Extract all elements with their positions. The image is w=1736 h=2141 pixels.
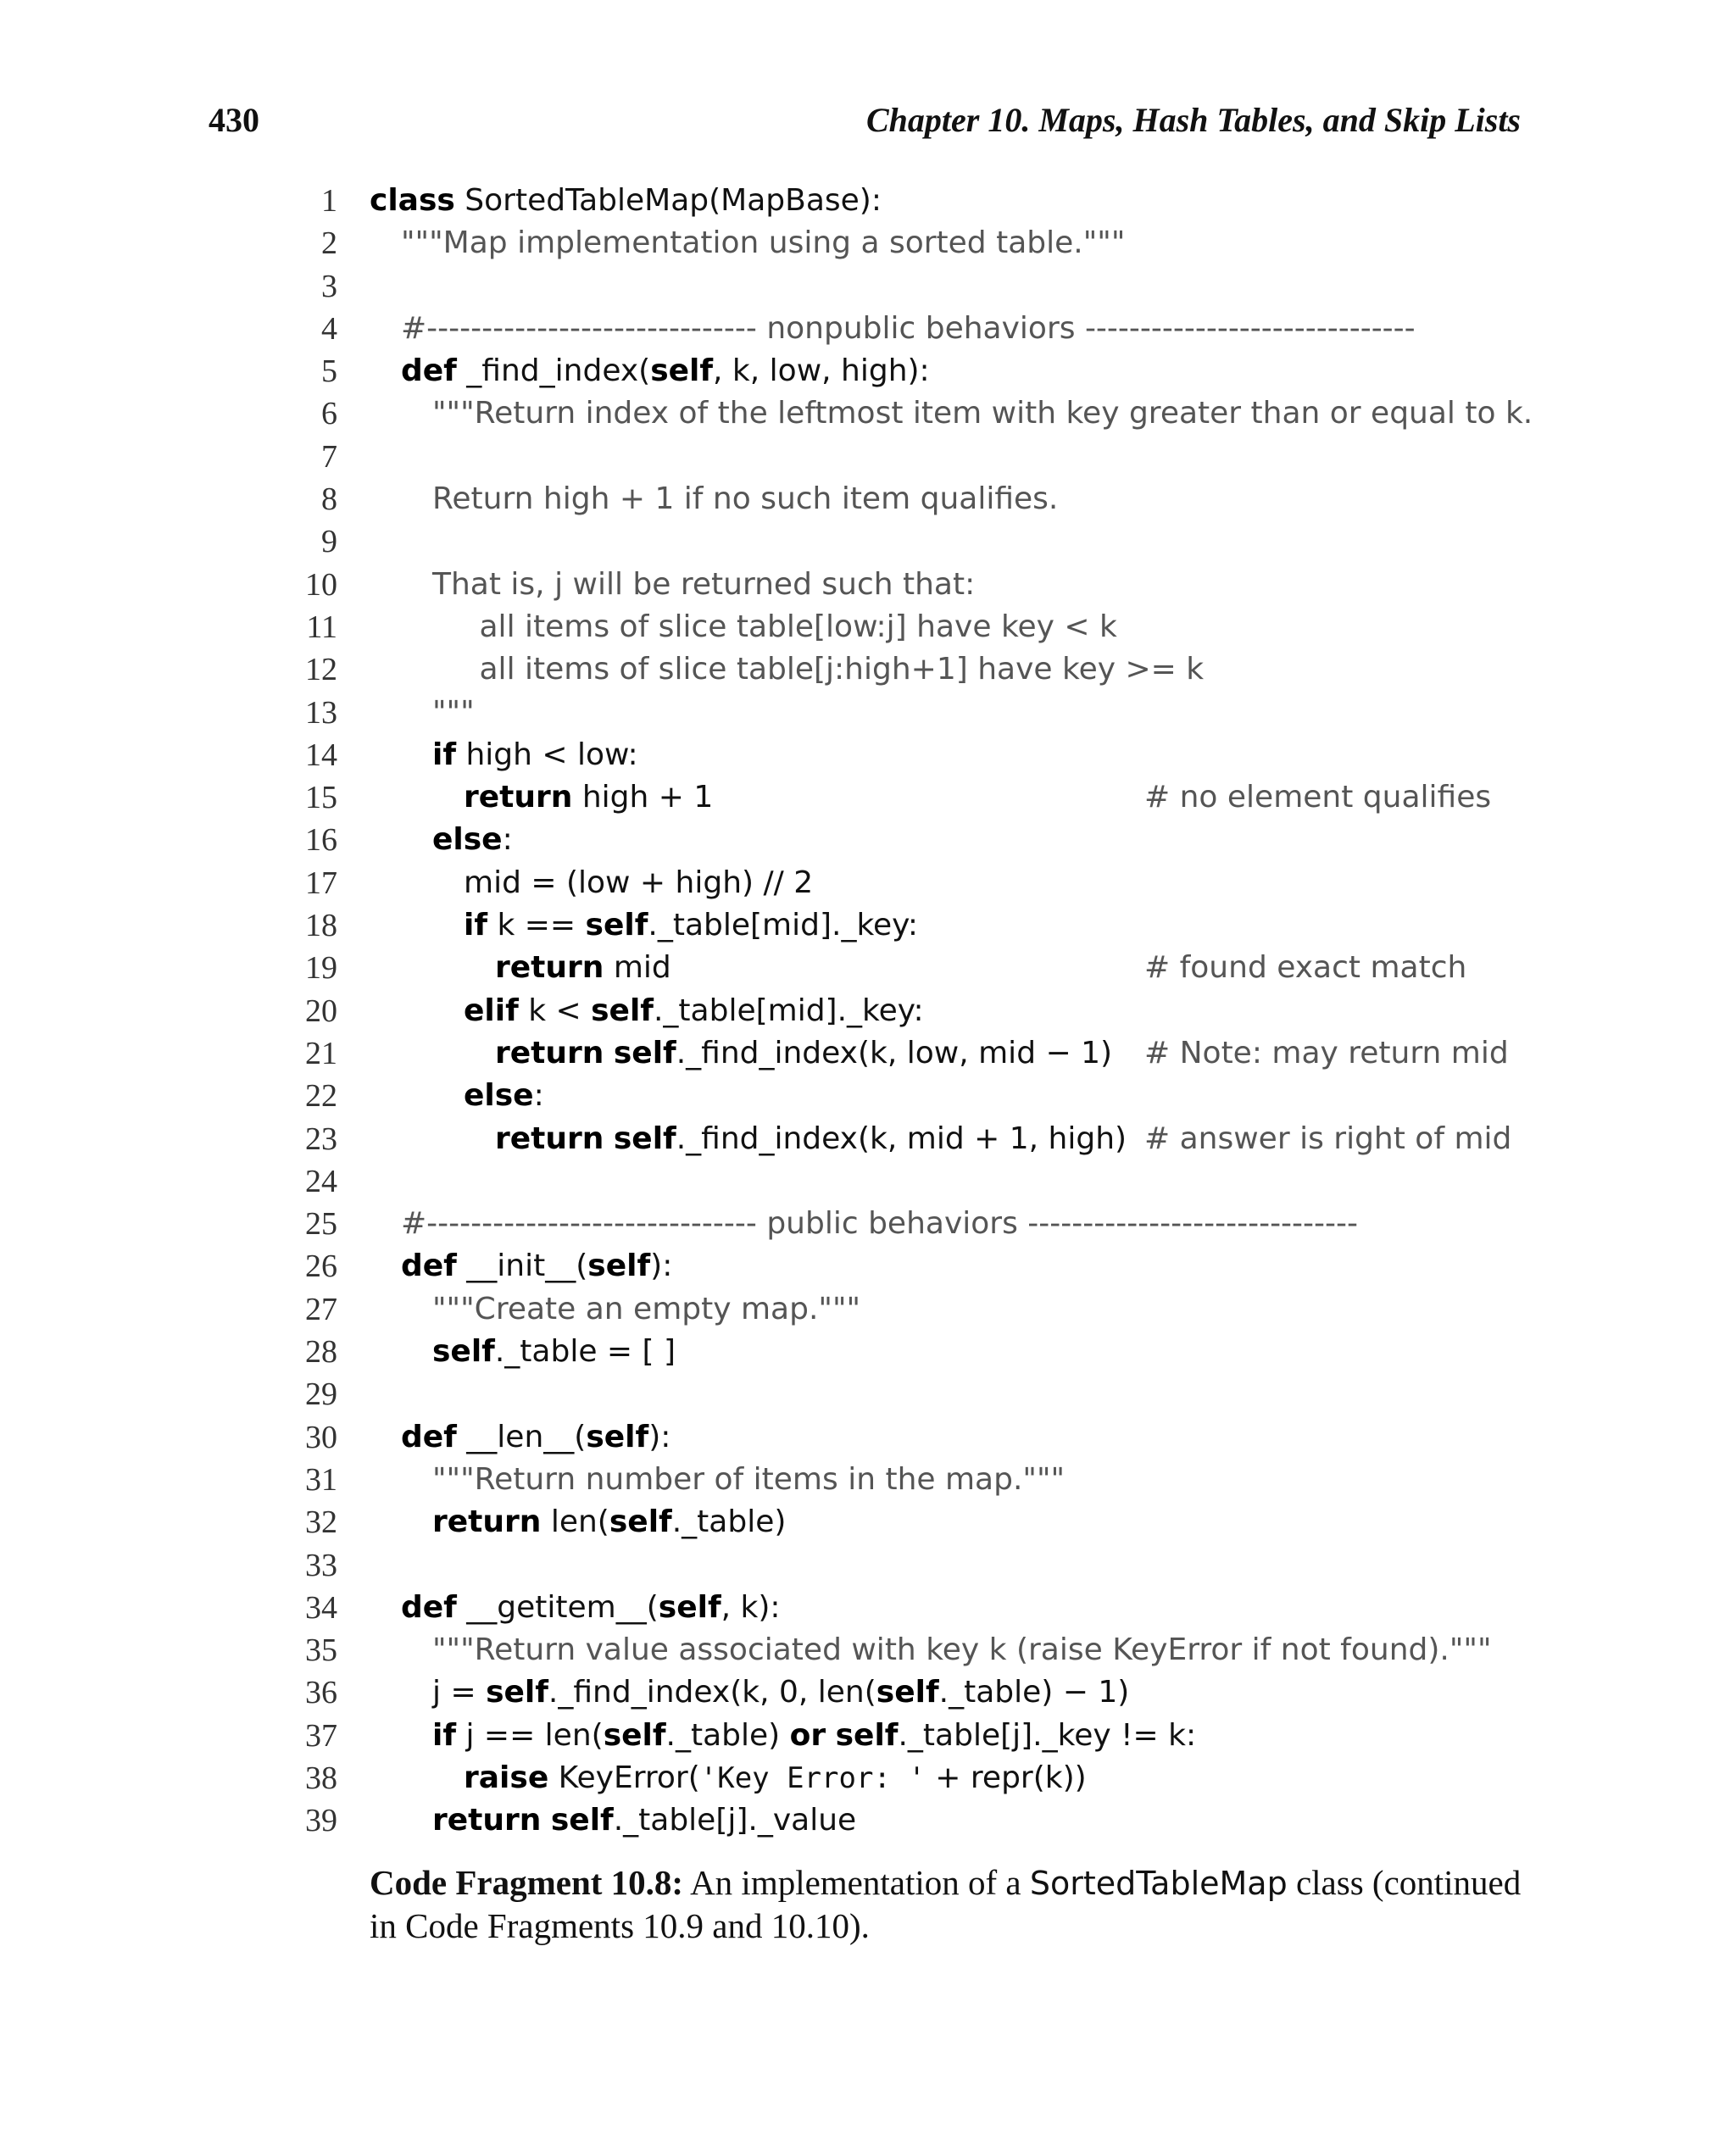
code-keyword: self bbox=[876, 1675, 939, 1710]
code-text bbox=[432, 1459, 1065, 1501]
line-number: 11 bbox=[306, 609, 337, 645]
code-token: ._find_index(k, low, mid − 1) bbox=[676, 1035, 1113, 1070]
code-comment: # Note: may return mid bbox=[1144, 1035, 1509, 1070]
line-number: 30 bbox=[305, 1419, 337, 1455]
code-docstring: """Return index of the leftmost item with key greater than or equal to k. bbox=[432, 396, 1533, 431]
code-line bbox=[0, 1373, 1736, 1415]
code-line bbox=[0, 1544, 1736, 1587]
code-token bbox=[826, 1718, 835, 1753]
code-listing bbox=[0, 180, 1736, 1843]
line-number: 18 bbox=[305, 908, 337, 944]
code-token: __len__( bbox=[456, 1419, 587, 1454]
code-token: ._table = [ ] bbox=[494, 1334, 676, 1370]
code-text bbox=[432, 1715, 1196, 1757]
code-text bbox=[432, 1799, 856, 1842]
line-number: 15 bbox=[305, 780, 337, 816]
code-keyword: return bbox=[495, 1035, 604, 1070]
line-number: 26 bbox=[305, 1248, 337, 1285]
code-token bbox=[604, 1121, 613, 1156]
code-keyword: self bbox=[658, 1589, 721, 1625]
code-keyword: self bbox=[587, 1248, 651, 1284]
code-docstring: #------------------------------ public behaviors ------------------------------ bbox=[401, 1206, 1358, 1242]
code-keyword: self bbox=[586, 1419, 649, 1454]
code-text bbox=[401, 1203, 1358, 1245]
code-line bbox=[0, 819, 1736, 861]
code-text bbox=[464, 904, 918, 947]
code-token: high < low: bbox=[456, 737, 638, 772]
code-token: mid = (low + high) // 2 bbox=[464, 865, 814, 900]
line-number: 33 bbox=[305, 1547, 337, 1583]
code-line bbox=[0, 180, 1736, 222]
caption-text-after: class (continued in Code Fragments 10.9 and 10.10). bbox=[370, 1863, 1522, 1945]
code-keyword: if bbox=[432, 737, 457, 772]
code-docstring: That is, j will be returned such that: bbox=[432, 566, 976, 602]
code-docstring: """ bbox=[432, 694, 475, 730]
code-token: ._table[j]._value bbox=[613, 1803, 857, 1838]
line-number: 24 bbox=[305, 1163, 337, 1199]
line-number: 9 bbox=[321, 524, 337, 560]
code-text bbox=[432, 1629, 1492, 1671]
line-number: 7 bbox=[321, 438, 337, 475]
code-comment: # found exact match bbox=[1144, 950, 1467, 986]
line-number: 36 bbox=[305, 1675, 337, 1711]
code-text bbox=[401, 1587, 781, 1629]
code-text bbox=[495, 1032, 1112, 1075]
code-token: ._table[mid]._key: bbox=[653, 993, 924, 1028]
line-number: 16 bbox=[305, 822, 337, 859]
code-token bbox=[604, 1036, 613, 1070]
code-token bbox=[541, 1803, 550, 1838]
code-keyword: self bbox=[585, 908, 648, 943]
code-line bbox=[0, 606, 1736, 648]
code-line bbox=[0, 564, 1736, 606]
code-line bbox=[0, 308, 1736, 350]
line-number: 20 bbox=[305, 993, 337, 1029]
code-line bbox=[0, 436, 1736, 478]
code-docstring: Return high + 1 if no such item qualifies. bbox=[432, 481, 1059, 517]
code-token: __init__( bbox=[456, 1248, 588, 1284]
code-line bbox=[0, 392, 1736, 435]
line-number: 14 bbox=[305, 737, 337, 773]
code-line bbox=[0, 734, 1736, 776]
code-text bbox=[432, 478, 1058, 520]
code-keyword: def bbox=[401, 1248, 457, 1284]
line-number: 29 bbox=[305, 1376, 337, 1413]
code-keyword: else bbox=[432, 822, 503, 858]
code-token: ._table) bbox=[671, 1504, 787, 1540]
code-text bbox=[495, 1118, 1127, 1160]
code-text bbox=[495, 947, 671, 989]
code-keyword: return bbox=[464, 780, 573, 815]
code-token: ._table) − 1) bbox=[938, 1675, 1130, 1710]
code-docstring: all items of slice table[low:j] have key < k bbox=[479, 609, 1117, 644]
code-line bbox=[0, 350, 1736, 392]
code-token: ._table[mid]._key: bbox=[648, 908, 918, 943]
code-token: , k, low, high): bbox=[713, 353, 930, 389]
code-token: k < bbox=[518, 993, 592, 1028]
caption-label: Code Fragment 10.8: bbox=[370, 1863, 684, 1902]
code-token: high + 1 bbox=[572, 780, 714, 815]
line-number: 12 bbox=[305, 652, 337, 688]
code-line bbox=[0, 1118, 1736, 1160]
code-token: ._find_index(k, mid + 1, high) bbox=[676, 1121, 1127, 1156]
code-token: : bbox=[502, 822, 513, 858]
code-keyword: def bbox=[401, 353, 457, 389]
code-text bbox=[464, 990, 924, 1032]
code-line bbox=[0, 1032, 1736, 1075]
code-text bbox=[464, 862, 813, 904]
line-number: 5 bbox=[321, 353, 337, 390]
line-number: 10 bbox=[305, 566, 337, 603]
code-keyword: def bbox=[401, 1419, 457, 1454]
code-text bbox=[401, 308, 1416, 350]
code-keyword: return bbox=[495, 1121, 604, 1156]
line-number: 21 bbox=[305, 1035, 337, 1071]
code-keyword: self bbox=[613, 1121, 676, 1156]
line-number: 6 bbox=[321, 396, 337, 432]
line-number: 27 bbox=[305, 1291, 337, 1327]
code-text bbox=[432, 692, 475, 734]
code-line bbox=[0, 1203, 1736, 1245]
code-token: ): bbox=[648, 1419, 671, 1454]
code-docstring: """Return value associated with key k (raise KeyError if not found).""" bbox=[432, 1632, 1492, 1668]
code-keyword: def bbox=[401, 1589, 457, 1625]
code-line bbox=[0, 1459, 1736, 1501]
code-keyword: return bbox=[432, 1803, 542, 1838]
line-number: 28 bbox=[305, 1334, 337, 1371]
code-line bbox=[0, 1416, 1736, 1459]
line-number: 22 bbox=[305, 1078, 337, 1115]
code-keyword: class bbox=[370, 183, 455, 218]
line-number: 19 bbox=[305, 950, 337, 987]
code-keyword: self bbox=[650, 353, 714, 389]
line-number: 3 bbox=[321, 268, 337, 304]
code-token: _find_index( bbox=[456, 353, 651, 389]
line-number: 32 bbox=[305, 1504, 337, 1541]
code-docstring: """Map implementation using a sorted table.""" bbox=[401, 225, 1126, 261]
line-number: 1 bbox=[321, 183, 337, 219]
code-caption bbox=[370, 1861, 1522, 1947]
code-keyword: or bbox=[789, 1717, 826, 1753]
code-text bbox=[401, 1245, 672, 1287]
line-number: 35 bbox=[305, 1632, 337, 1669]
line-number: 31 bbox=[305, 1461, 337, 1498]
code-text bbox=[432, 734, 638, 776]
code-line bbox=[0, 1629, 1736, 1671]
code-text bbox=[464, 1075, 544, 1117]
code-line bbox=[0, 1587, 1736, 1629]
code-token: KeyError( bbox=[548, 1760, 700, 1795]
code-keyword: raise bbox=[464, 1760, 549, 1795]
code-line bbox=[0, 1671, 1736, 1714]
line-number: 23 bbox=[305, 1121, 337, 1157]
code-token: __getitem__( bbox=[456, 1589, 659, 1625]
code-text bbox=[432, 564, 975, 606]
line-number: 17 bbox=[305, 865, 337, 901]
code-line bbox=[0, 1288, 1736, 1331]
code-line bbox=[0, 990, 1736, 1032]
code-keyword: self bbox=[591, 993, 654, 1028]
line-number: 39 bbox=[305, 1803, 337, 1839]
code-text bbox=[432, 1331, 676, 1373]
code-line bbox=[0, 692, 1736, 734]
line-number: 37 bbox=[305, 1717, 337, 1754]
code-line bbox=[0, 520, 1736, 563]
code-text bbox=[432, 819, 513, 861]
code-text bbox=[464, 776, 713, 819]
line-number: 2 bbox=[321, 225, 337, 262]
code-line bbox=[0, 1715, 1736, 1757]
code-text bbox=[432, 1501, 786, 1543]
code-text bbox=[464, 1757, 1087, 1799]
line-number: 38 bbox=[305, 1760, 337, 1796]
code-line bbox=[0, 1757, 1736, 1799]
line-number: 25 bbox=[305, 1206, 337, 1243]
code-token: k == bbox=[487, 908, 586, 943]
code-keyword: return bbox=[432, 1504, 542, 1540]
code-token: j = bbox=[432, 1675, 487, 1710]
code-line bbox=[0, 265, 1736, 308]
line-number: 13 bbox=[305, 694, 337, 731]
code-keyword: self bbox=[609, 1504, 672, 1540]
code-comment: # answer is right of mid bbox=[1144, 1121, 1512, 1156]
code-keyword: if bbox=[464, 908, 488, 943]
line-number: 8 bbox=[321, 481, 337, 518]
code-keyword: if bbox=[432, 1717, 457, 1753]
code-token: ._table) bbox=[665, 1717, 790, 1753]
code-token: ._table[j]._key != k: bbox=[898, 1717, 1197, 1753]
code-text bbox=[401, 1416, 670, 1459]
code-line bbox=[0, 1245, 1736, 1287]
code-docstring: all items of slice table[j:high+1] have key >= k bbox=[479, 652, 1205, 687]
code-token: : bbox=[533, 1078, 544, 1114]
code-comment: # no element qualifies bbox=[1144, 780, 1492, 815]
code-text bbox=[401, 350, 930, 392]
code-line bbox=[0, 904, 1736, 947]
code-keyword: elif bbox=[464, 993, 519, 1028]
code-keyword: return bbox=[495, 950, 604, 986]
code-docstring: #------------------------------ nonpublic behaviors ------------------------------ bbox=[401, 310, 1416, 346]
code-line bbox=[0, 776, 1736, 819]
code-text bbox=[432, 392, 1533, 435]
code-line bbox=[0, 648, 1736, 691]
code-line bbox=[0, 947, 1736, 989]
caption-class-name: SortedTableMap bbox=[1029, 1865, 1288, 1902]
code-token: ): bbox=[650, 1248, 673, 1284]
code-keyword: self bbox=[550, 1803, 614, 1838]
code-line bbox=[0, 1075, 1736, 1117]
code-token: j == len( bbox=[456, 1717, 604, 1753]
chapter-title: Chapter 10. Maps, Hash Tables, and Skip Lists bbox=[865, 101, 1521, 139]
code-text bbox=[480, 648, 1205, 691]
code-keyword: else bbox=[464, 1078, 534, 1114]
code-token: len( bbox=[541, 1504, 609, 1540]
code-text bbox=[432, 1288, 860, 1331]
code-line bbox=[0, 1331, 1736, 1373]
code-token: ._find_index(k, 0, len( bbox=[548, 1675, 876, 1710]
code-docstring: """Create an empty map.""" bbox=[432, 1291, 861, 1326]
code-token: mid bbox=[604, 950, 671, 986]
code-line bbox=[0, 1501, 1736, 1543]
code-token: SortedTableMap(MapBase): bbox=[454, 183, 882, 218]
code-keyword: self bbox=[603, 1717, 666, 1753]
code-text bbox=[432, 1671, 1129, 1714]
code-line bbox=[0, 1160, 1736, 1203]
code-keyword: self bbox=[613, 1035, 676, 1070]
code-keyword: self bbox=[432, 1334, 495, 1370]
code-line bbox=[0, 478, 1736, 520]
code-token: , k): bbox=[721, 1589, 781, 1625]
line-number: 4 bbox=[321, 310, 337, 347]
code-line bbox=[0, 222, 1736, 264]
code-keyword: self bbox=[835, 1717, 899, 1753]
page-number: 430 bbox=[209, 101, 259, 139]
code-text bbox=[401, 222, 1125, 264]
line-number: 34 bbox=[305, 1589, 337, 1626]
code-docstring: """Return number of items in the map.""" bbox=[432, 1461, 1066, 1497]
code-token: + repr(k)) bbox=[925, 1760, 1087, 1795]
code-keyword: self bbox=[486, 1675, 548, 1710]
code-line bbox=[0, 1799, 1736, 1842]
code-text bbox=[480, 606, 1117, 648]
code-text bbox=[370, 180, 882, 222]
code-string: 'Key Error: ' bbox=[699, 1760, 926, 1795]
caption-text-before: An implementation of a bbox=[690, 1863, 1021, 1902]
code-line bbox=[0, 862, 1736, 904]
